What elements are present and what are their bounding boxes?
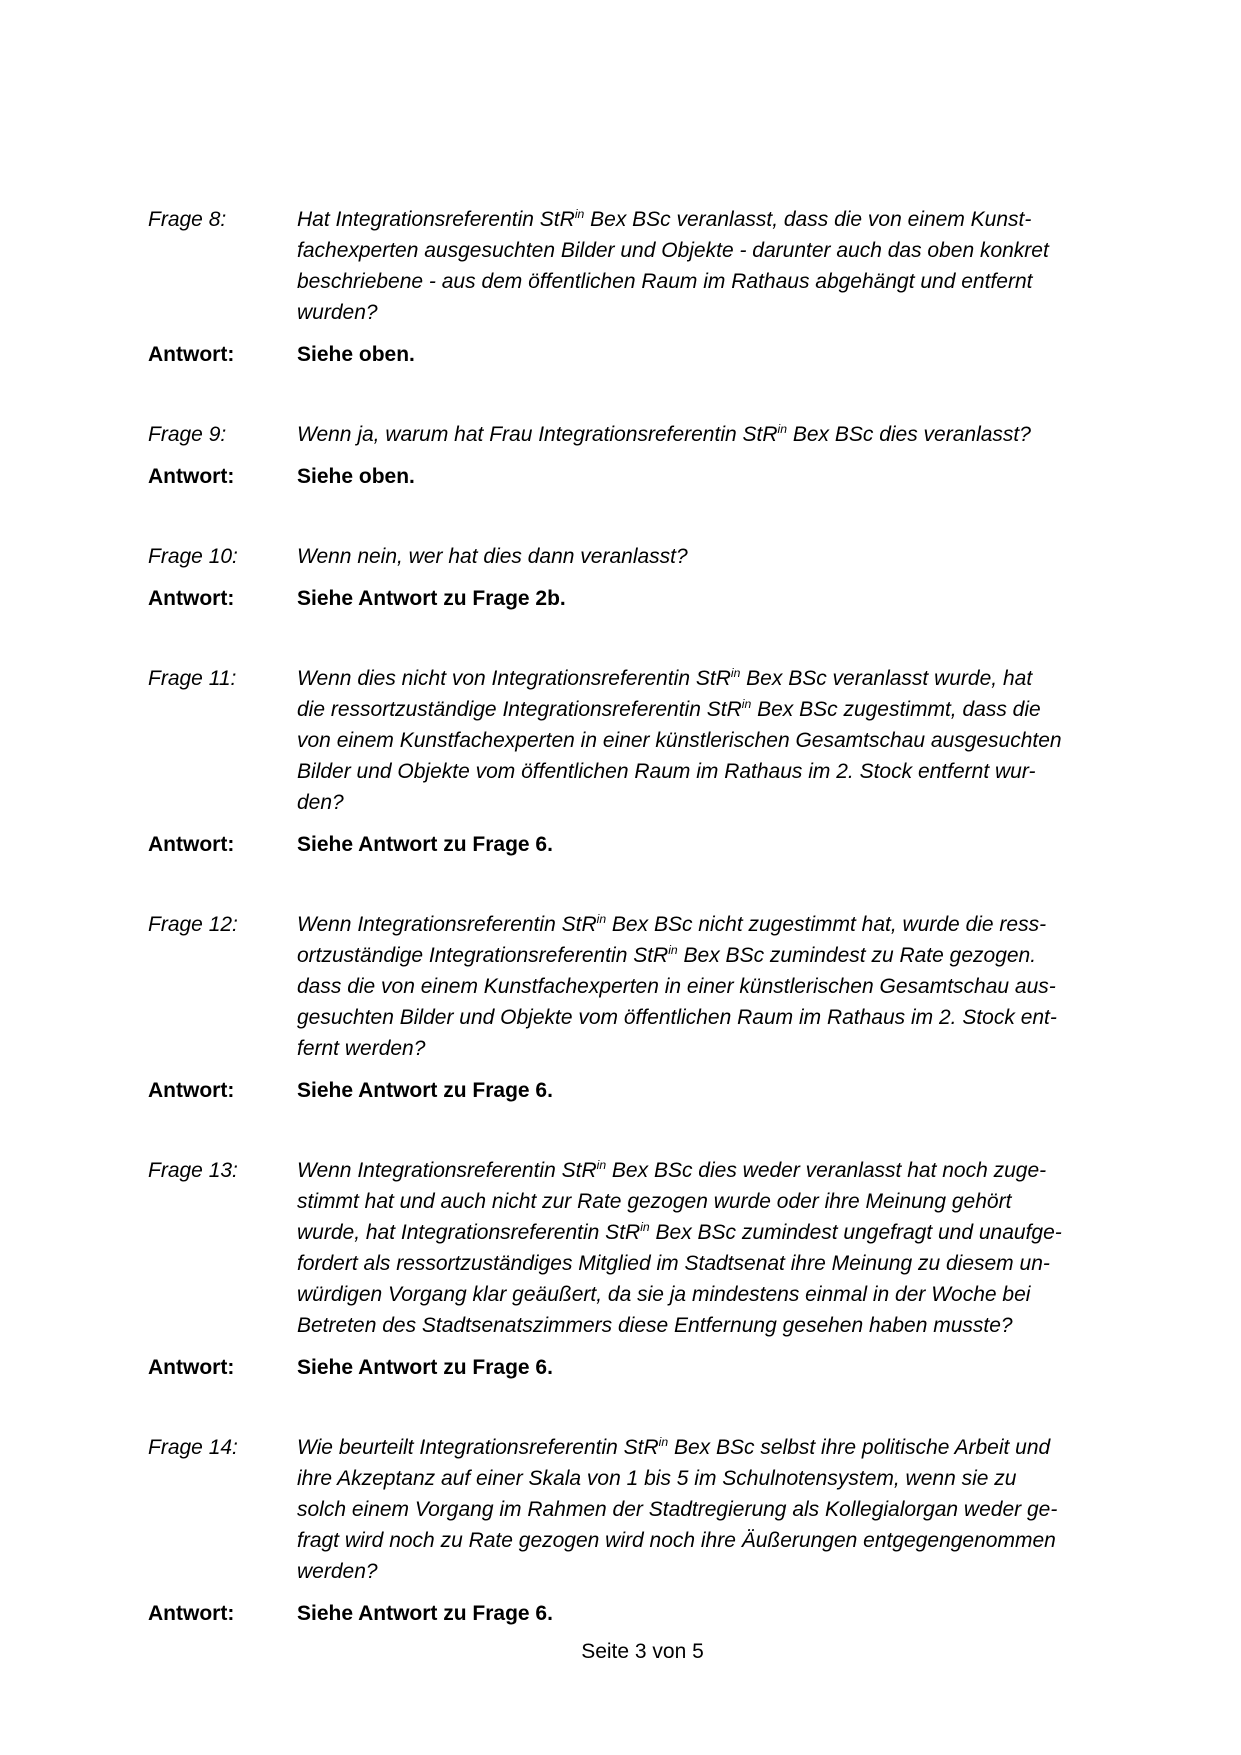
answer-label: Antwort:: [148, 1356, 235, 1379]
answer-text: Siehe oben.: [297, 465, 415, 488]
qa-block: [148, 1155, 1137, 1383]
question-text: Wie beurteilt Integrationsreferentin StR$^{in}$ Bex BSc selbst ihre politische Arbeit und ihre Akzeptanz auf einer Skala von 1 bis 5 im Schulnotensystem, wenn sie zu solch einem Vorgang im Rahmen der Stadtregierung als Kollegialorgan weder ge- fragt wird noch zu Rate gezogen wird noch ihre Äußerungen entgegengenommen werden?: [297, 1435, 1058, 1583]
answer-label: Antwort:: [148, 833, 235, 856]
qa-block: [148, 419, 1137, 492]
answer-label: Antwort:: [148, 587, 235, 610]
question-label: Frage 9:: [148, 423, 227, 446]
question-row: [148, 204, 1137, 328]
answer-row: [148, 1598, 1137, 1629]
answer-row: [148, 829, 1137, 860]
qa-block: [148, 663, 1137, 860]
answer-text: Siehe Antwort zu Frage 6.: [297, 1356, 553, 1379]
question-label: Frage 8:: [148, 208, 227, 231]
question-label: Frage 11:: [148, 667, 237, 690]
qa-block: [148, 1432, 1137, 1629]
question-label: Frage 10:: [148, 545, 238, 568]
question-text: Wenn nein, wer hat dies dann veranlasst?: [297, 545, 688, 568]
answer-row: [148, 1352, 1137, 1383]
answer-row: [148, 583, 1137, 614]
qa-list: [148, 204, 1137, 1629]
question-row: [148, 663, 1137, 818]
answer-row: [148, 339, 1137, 370]
question-text: Wenn ja, warum hat Frau Integrationsreferentin StR$^{in}$ Bex BSc dies veranlasst?: [297, 422, 1031, 446]
answer-row: [148, 1075, 1137, 1106]
answer-label: Antwort:: [148, 1602, 235, 1625]
answer-text: Siehe Antwort zu Frage 2b.: [297, 587, 566, 610]
answer-text: Siehe Antwort zu Frage 6.: [297, 1602, 553, 1625]
question-label: Frage 14:: [148, 1436, 238, 1459]
question-row: [148, 1155, 1137, 1341]
qa-block: [148, 204, 1137, 370]
question-text: Hat Integrationsreferentin StR$^{in}$ Bex BSc veranlasst, dass die von einem Kunst- fachexperten ausgesuchten Bilder und Objekte - darunter auch das oben konkret beschriebene - aus dem öffentlichen Raum im Rathaus abgehängt und entfernt wurden?: [297, 207, 1049, 324]
page-indicator: Seite 3 von 5: [581, 1640, 704, 1663]
question-text: Wenn Integrationsreferentin StR$^{in}$ Bex BSc nicht zugestimmt hat, wurde die ress- ortzuständige Integrationsreferentin StR$^{in}$ Bex BSc zumindest zu Rate gezogen. dass die von einem Kunstfachexperten in einer künstlerischen Gesamtschau aus- gesuchten Bilder und Objekte vom öffentlichen Raum im Rathaus im 2. Stock ent- fernt werden?: [297, 912, 1057, 1060]
answer-label: Antwort:: [148, 1079, 235, 1102]
question-row: [148, 541, 1137, 572]
answer-text: Siehe Antwort zu Frage 6.: [297, 1079, 553, 1102]
question-text: Wenn dies nicht von Integrationsreferentin StR$^{in}$ Bex BSc veranlasst wurde, hat die ressortzuständige Integrationsreferentin StR$^{in}$ Bex BSc zugestimmt, dass die von einem Kunstfachexperten in einer künstlerischen Gesamtschau ausgesuchten Bilder und Objekte vom öffentlichen Raum im Rathaus im 2. Stock entfernt wur- den?: [297, 666, 1062, 814]
question-row: [148, 1432, 1137, 1587]
question-label: Frage 12:: [148, 913, 238, 936]
qa-block: [148, 541, 1137, 614]
answer-label: Antwort:: [148, 343, 235, 366]
page-footer: [148, 1636, 1137, 1667]
answer-label: Antwort:: [148, 465, 235, 488]
qa-block: [148, 909, 1137, 1106]
answer-text: Siehe oben.: [297, 343, 415, 366]
question-label: Frage 13:: [148, 1159, 238, 1182]
answer-text: Siehe Antwort zu Frage 6.: [297, 833, 553, 856]
question-row: [148, 909, 1137, 1064]
question-text: Wenn Integrationsreferentin StR$^{in}$ Bex BSc dies weder veranlasst hat noch zuge- stimmt hat und auch nicht zur Rate gezogen wurde oder ihre Meinung gehört wurde, hat Integrationsreferentin StR$^{in}$ Bex BSc zumindest ungefragt und unaufge- fordert als ressortzuständiges Mitglied im Stadtsenat ihre Meinung zu diesem un- würdigen Vorgang klar geäußert, da sie ja mindestens einmal in der Woche bei Betreten des Stadtsenatszimmers diese Entfernung gesehen haben musste?: [297, 1158, 1062, 1337]
question-row: [148, 419, 1137, 450]
answer-row: [148, 461, 1137, 492]
